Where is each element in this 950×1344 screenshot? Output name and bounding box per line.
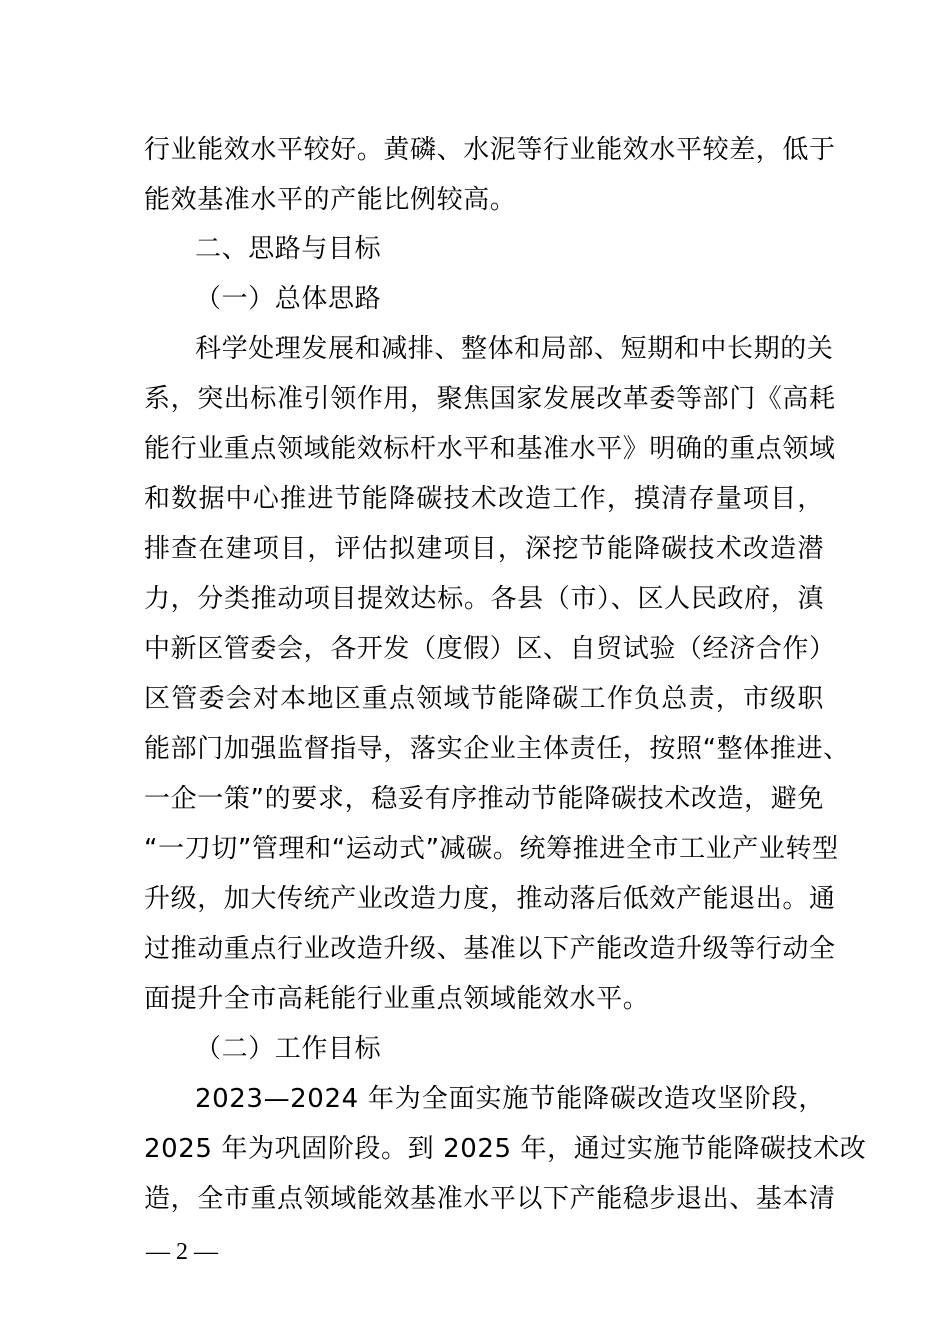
paragraph-line: 2023—2024 年为全面实施节能降碳改造攻坚阶段，	[195, 1084, 825, 1114]
paragraph-line: 区管委会对本地区重点领域节能降碳工作负总责，市级职	[144, 684, 824, 714]
paragraph-line: 和数据中心推进节能降碳技术改造工作，摸清存量项目，	[144, 484, 824, 514]
paragraph-line: 科学处理发展和减排、整体和局部、短期和中长期的关	[195, 334, 834, 364]
paragraph-line: 能效基准水平的产能比例较高。	[144, 185, 517, 215]
paragraph-line: 排查在建项目，评估拟建项目，深挖节能降碳技术改造潜	[144, 534, 824, 564]
page-number: — 2 —	[146, 1239, 218, 1265]
paragraph-line: 行业能效水平较好。黄磷、水泥等行业能效水平较差，低于	[144, 135, 836, 165]
paragraph-line: 系，突出标准引领作用，聚焦国家发展改革委等部门《高耗	[144, 384, 836, 414]
paragraph-line: 升级，加大传统产业改造力度，推动落后低效产能退出。通	[144, 884, 836, 914]
subsection-heading: （一）总体思路	[195, 284, 382, 314]
paragraph-line: 一企一策”的要求，稳妥有序推动节能降碳技术改造，避免	[144, 784, 824, 814]
paragraph-line: 过推动重点行业改造升级、基准以下产能改造升级等行动全	[144, 934, 836, 964]
paragraph-line: 能行业重点领域能效标杆水平和基准水平》明确的重点领域	[144, 434, 836, 464]
paragraph-line: 能部门加强监督指导，落实企业主体责任，按照“整体推进、	[144, 734, 850, 764]
paragraph-line: 2025 年为巩固阶段。到 2025 年，通过实施节能降碳技术改	[144, 1134, 867, 1164]
paragraph-line: “一刀切”管理和“运动式”减碳。统筹推进全市工业产业转型	[144, 834, 839, 864]
paragraph-line: 力，分类推动项目提效达标。各县（市）、区人民政府，滇	[144, 584, 824, 614]
paragraph-line: 造，全市重点领域能效基准水平以下产能稳步退出、基本清	[144, 1184, 836, 1214]
paragraph-line: 面提升全市高耗能行业重点领域能效水平。	[144, 984, 650, 1014]
section-heading: 二、思路与目标	[195, 234, 382, 264]
paragraph-line: 中新区管委会，各开发（度假）区、自贸试验（经济合作）	[144, 634, 836, 664]
subsection-heading: （二）工作目标	[195, 1034, 382, 1064]
